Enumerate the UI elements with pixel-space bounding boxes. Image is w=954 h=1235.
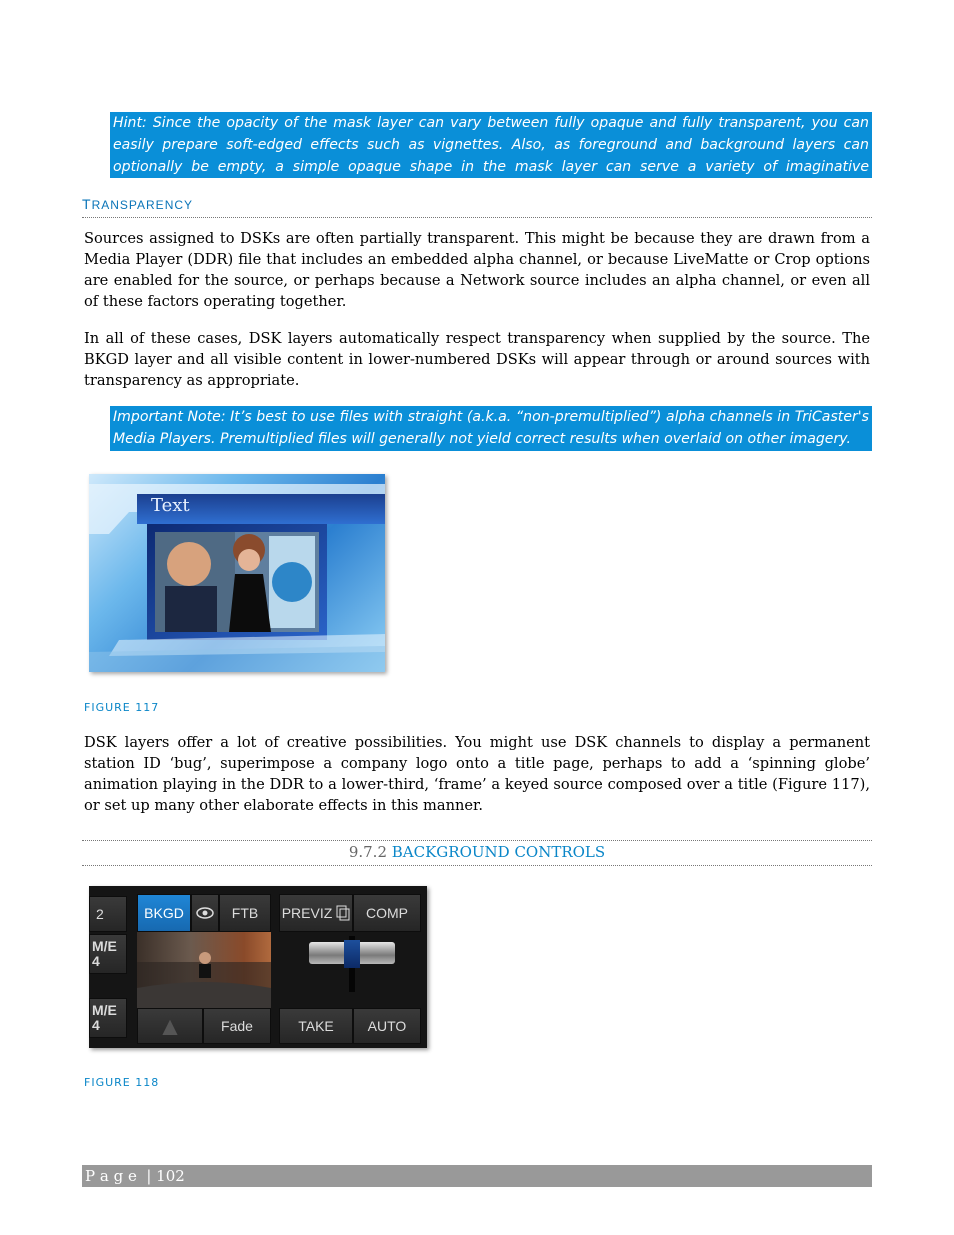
paragraph-1: Sources assigned to DSKs are often partially transparent. This might be because they are drawn from a Media Player (DDR) file that includes an embedded alpha channel, or because LiveMatte or Crop options are enabled for the source, or perhaps because a Network source includes an alpha channel, or even all of these factors operating together. [84,230,870,310]
preview-graphic [137,932,271,1008]
previz-label: PREVIZ [281,905,333,921]
input-2-button[interactable]: 2 [89,896,127,932]
paragraph-2: In all of these cases, DSK layers automatically respect transparency when supplied by the source. The BKGD layer and all visible content in lower-numbered DSKs will appear through or around sources with transparency as appropriate. [84,330,870,389]
figure-118-image [89,886,427,1048]
me-4-button-top[interactable]: M/E 4 [89,934,127,974]
ftb-button[interactable]: FTB [219,894,271,932]
figure-117-caption: FIGURE 117 [84,701,160,714]
section-heading-transparency [82,196,872,218]
transition-ab-icon: ▲ [157,1010,183,1041]
t-bar-center-mark [344,940,360,968]
figure-117-image [89,474,385,672]
comp-button[interactable]: COMP [353,894,421,932]
page-footer [82,1165,872,1187]
figure-118-caption: FIGURE 118 [84,1076,160,1089]
take-button[interactable]: TAKE [279,1008,353,1044]
figure-117-overlay-text: Text [151,495,190,516]
previz-button[interactable] [279,894,353,932]
page-number: P a g e | 102 [85,1167,185,1185]
important-note-box: Important Note: It’s best to use files with straight (a.k.a. “non-premultiplied”) alpha channels in TriCaster's Media Players. Premultiplied files will generally not yield correct results when overlaid on other imagery. [110,406,872,451]
fade-button[interactable]: Fade [203,1008,271,1044]
heading-first-letter: T [82,196,92,212]
heading-rest: RANSPARENCY [91,198,194,212]
figure-117-graphic [89,474,385,672]
bkgd-button[interactable]: BKGD [137,894,191,932]
heading-divider-top [82,840,872,841]
heading-background-controls [82,843,872,861]
auto-button[interactable]: AUTO [353,1008,421,1044]
heading-number: 9.7.2 [348,843,392,861]
paragraph-3: DSK layers offer a lot of creative possibilities. You might use DSK channels to display a permanent station ID ‘bug’, superimpose a company logo onto a title page, perhaps to add a ‘spinning globe’ animation playing in the DDR to a lower-third, ‘frame’ a keyed source composed over a title (Figure 117), or set up many other elaborate effects in this manner. [84,734,870,814]
background-preview-thumbnail [137,932,271,1008]
heading-divider-bottom [82,865,872,866]
eye-icon [196,907,214,919]
hint-box: Hint: Since the opacity of the mask layer can vary between fully opaque and fully transparent, you can easily prepare soft-edged effects such as vignettes. Also, as foreground and background layers can optionally be empty, a simple opaque shape in the mask layer can serve a variety of imaginative purposes. [110,112,872,178]
me-4-button-bottom[interactable]: M/E 4 [89,998,127,1038]
transition-icon-button[interactable] [137,1008,203,1044]
previz-icon [336,905,350,921]
heading-title: BACKGROUND CONTROLS [391,843,606,861]
visibility-eye-button[interactable] [191,894,219,932]
